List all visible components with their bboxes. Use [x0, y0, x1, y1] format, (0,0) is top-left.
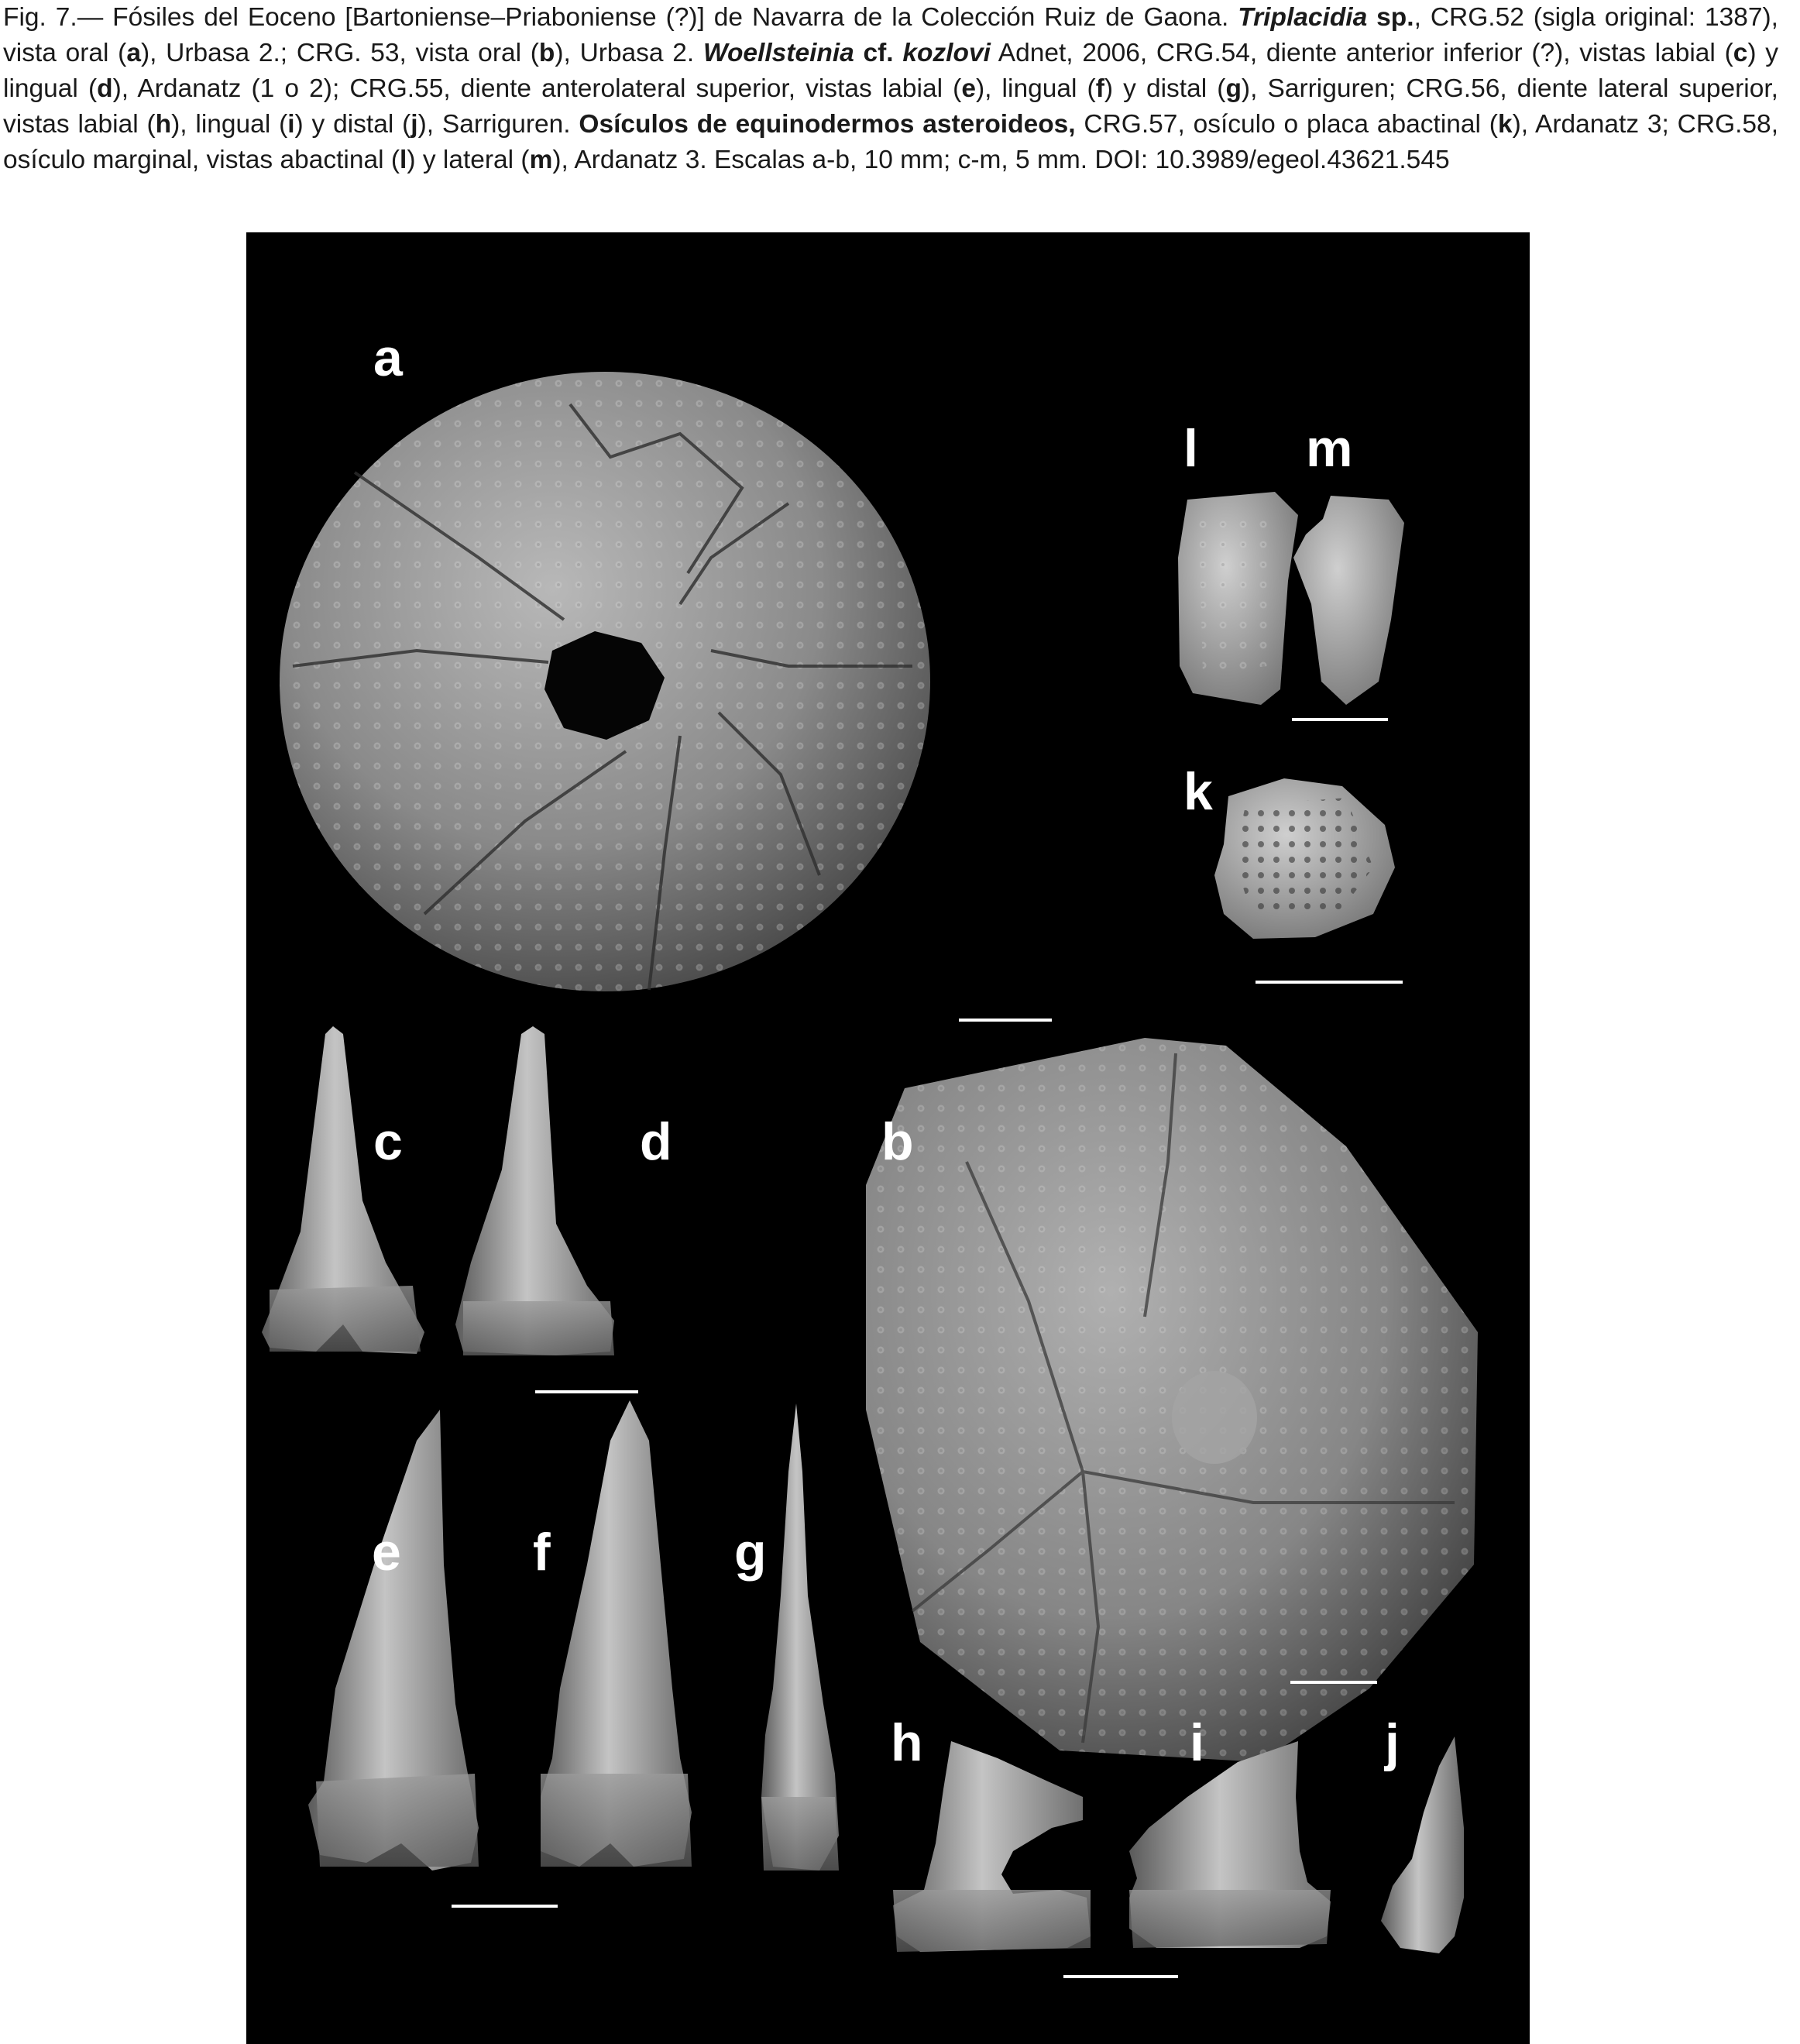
caption-ref-c: c: [1733, 39, 1748, 67]
specimen-h-tooth: [893, 1741, 1091, 1952]
specimen-l-ossicle: [1178, 492, 1298, 705]
caption-text: ), Ardanatz (1 o 2); CRG.55, diente anterolateral superior, vistas labial (: [112, 74, 962, 103]
specimen-g-tooth: [761, 1403, 839, 1871]
caption-genus-triplacidia: Triplacidia: [1238, 3, 1368, 32]
caption-ref-h: h: [155, 110, 172, 139]
panel-label-c: c: [373, 1112, 403, 1171]
caption-text: ), Urbasa 2.; CRG. 53, vista oral (: [140, 39, 539, 67]
panel-label-e: e: [372, 1523, 401, 1582]
caption-text: Adnet, 2006, CRG.54, diente anterior inferior (?), vistas labial (: [990, 39, 1733, 67]
caption-text: ) y distal (: [1104, 74, 1226, 103]
panel-label-m: m: [1306, 419, 1353, 478]
caption-cf: cf.: [854, 39, 903, 67]
specimen-d-tooth: [455, 1026, 614, 1355]
caption-osiculos: Osículos de equinodermos asteroideos,: [579, 110, 1076, 139]
panel-label-b: b: [881, 1112, 914, 1171]
caption-text: ), lingual (: [975, 74, 1096, 103]
caption-ref-g: g: [1225, 74, 1242, 103]
caption-text: Fig. 7.— Fósiles del Eoceno [Bartoniense–Priaboniense (?)] de Navarra de la Colección Ruiz de Gaona.: [3, 3, 1238, 32]
caption-text: ), Sarriguren; CRG.56, diente lateral superior, vistas labial (: [3, 74, 1778, 139]
caption-ref-k: k: [1497, 110, 1513, 139]
caption-ref-a: a: [126, 39, 141, 67]
figure-caption: [3, 0, 1778, 178]
panel-label-i: i: [1190, 1713, 1204, 1772]
specimen-e-tooth: [308, 1410, 479, 1871]
caption-ref-e: e: [961, 74, 976, 103]
caption-text: ), lingual (: [171, 110, 288, 139]
caption-ref-l: l: [400, 146, 407, 174]
caption-text: ), Ardanatz 3; CRG.58, osículo marginal, vistas abactinal (: [3, 110, 1778, 174]
panel-label-g: g: [734, 1523, 767, 1582]
caption-text: ) y distal (: [294, 110, 411, 139]
caption-text: ), Ardanatz 3. Escalas a-b, 10 mm; c-m, 5 mm. DOI: 10.3989/egeol.43621.545: [552, 146, 1450, 174]
panel-label-k: k: [1183, 762, 1213, 821]
specimen-a-urchin: [280, 372, 930, 991]
caption-text: ), Sarriguren.: [417, 110, 579, 139]
panel-label-f: f: [533, 1523, 551, 1582]
caption-text: , CRG.52 (sigla original: 1387), vista oral (: [3, 3, 1778, 67]
caption-ref-j: j: [410, 110, 418, 139]
caption-text: ) y lateral (: [407, 146, 530, 174]
panel-label-l: l: [1183, 419, 1198, 478]
specimen-b-urchin: [866, 1038, 1478, 1762]
caption-ref-f: f: [1095, 74, 1104, 103]
panel-label-d: d: [640, 1112, 672, 1171]
caption-ref-m: m: [529, 146, 553, 174]
caption-sp: sp.: [1367, 3, 1414, 32]
caption-ref-d: d: [97, 74, 113, 103]
specimen-m-ossicle: [1293, 496, 1404, 705]
caption-ref-b: b: [538, 39, 555, 67]
caption-text: ), Urbasa 2.: [555, 39, 703, 67]
caption-species-kozlovi: kozlovi: [902, 39, 991, 67]
caption-text: CRG.57, osículo o placa abactinal (: [1075, 110, 1498, 139]
specimen-f-tooth: [541, 1400, 692, 1867]
caption-ref-i: i: [287, 110, 295, 139]
specimen-i-tooth: [1129, 1741, 1331, 1948]
specimen-k-ossicle: [1214, 778, 1395, 939]
fossil-plate: [246, 232, 1530, 2044]
panel-label-a: a: [373, 328, 403, 387]
caption-text: ) y lingual (: [3, 39, 1778, 103]
specimen-c-tooth: [262, 1026, 424, 1354]
panel-label-j: j: [1385, 1713, 1400, 1772]
panel-label-h: h: [891, 1713, 923, 1772]
caption-genus-woellsteinia: Woellsteinia: [702, 39, 854, 67]
